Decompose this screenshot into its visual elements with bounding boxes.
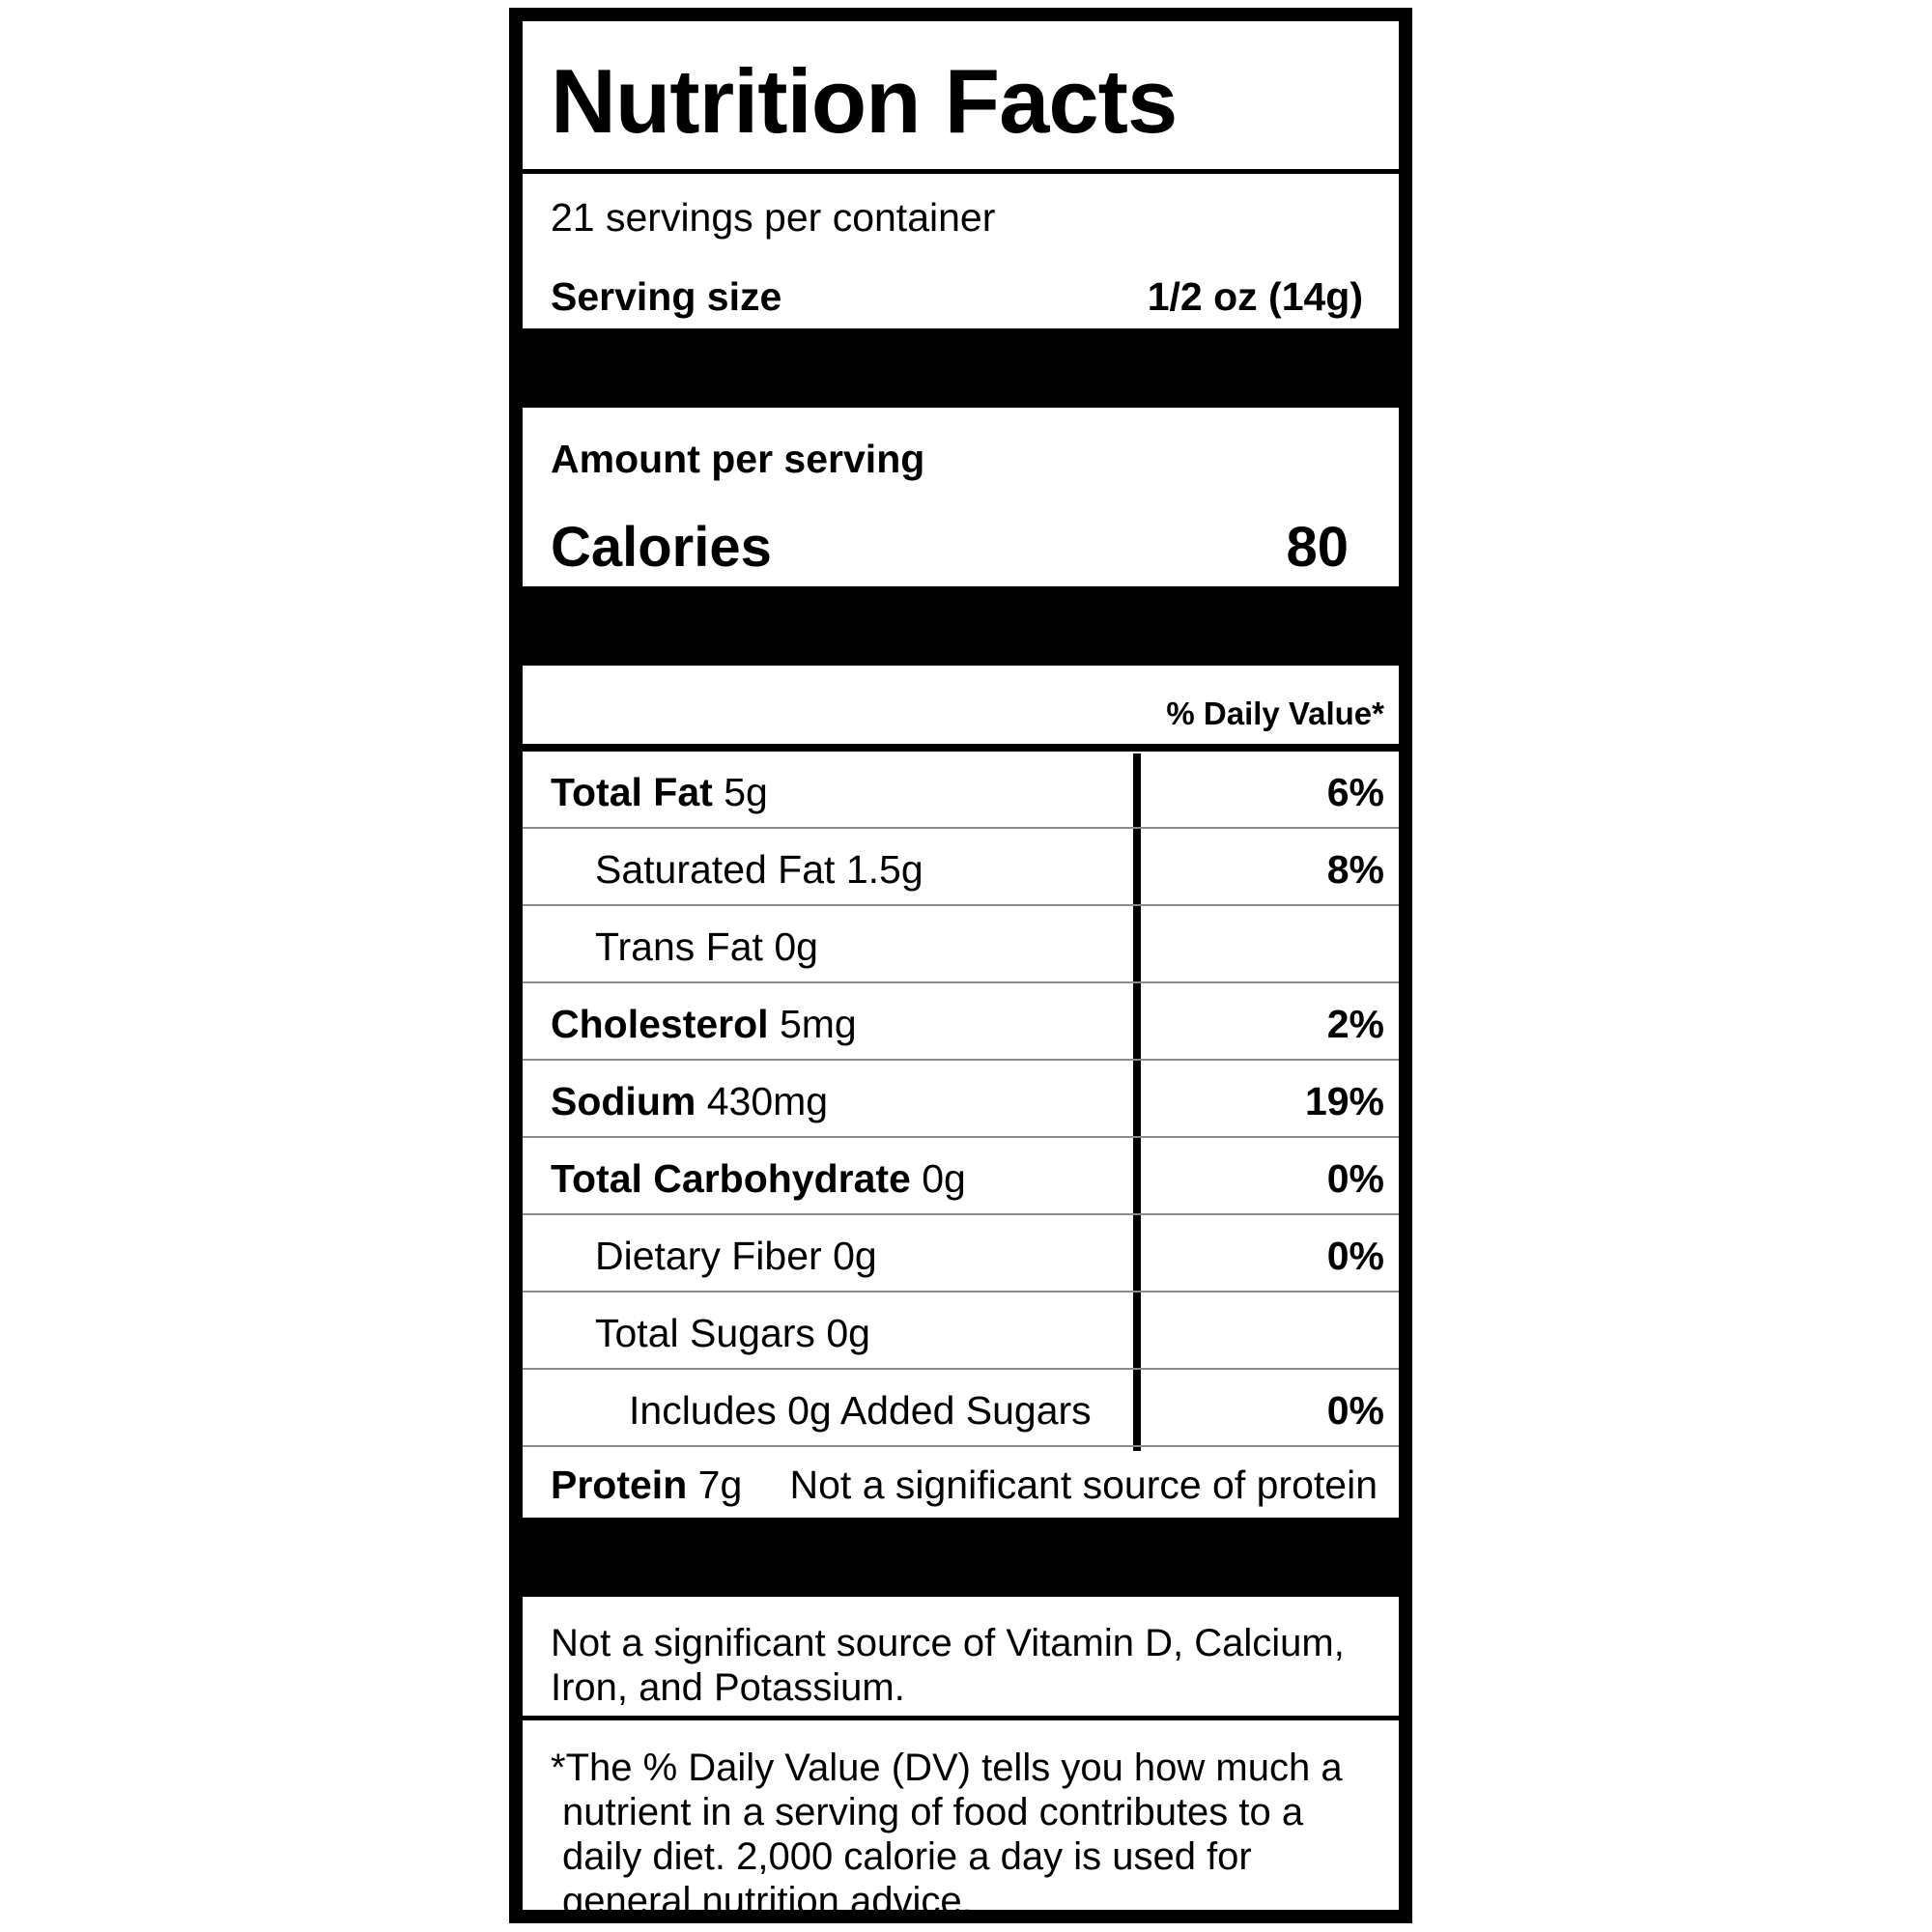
- divider: [523, 169, 1399, 174]
- nutrient-row-total-fat: [523, 752, 1399, 829]
- nutrient-name: Total Fat: [551, 770, 713, 814]
- footnote-line: daily diet. 2,000 calorie a day is used for: [562, 1835, 1252, 1878]
- nutrient-amount: 0g: [833, 1234, 877, 1278]
- nutrient-amount: 1.5g: [845, 847, 923, 892]
- nutrient-row-sodium: [523, 1061, 1399, 1138]
- nutrient-dv: 8%: [1326, 847, 1384, 892]
- thick-divider: [523, 586, 1399, 666]
- protein-note: Not a significant source of protein: [789, 1463, 1378, 1507]
- nutrient-amount: 430mg: [706, 1079, 829, 1123]
- nutrient-dv: 2%: [1326, 1002, 1384, 1046]
- nutrient-name: Sodium: [551, 1079, 696, 1123]
- divider: [523, 1716, 1399, 1720]
- nutrient-amount: 0g: [922, 1156, 966, 1201]
- nutrient-name: Cholesterol: [551, 1002, 769, 1046]
- thick-divider: [523, 1518, 1399, 1597]
- nutrient-dv: 0%: [1326, 1156, 1384, 1201]
- nutrient-row-saturated-fat: [523, 829, 1399, 906]
- nutrient-dv: 6%: [1326, 770, 1384, 814]
- nutrient-row-total-carbohydrate: [523, 1138, 1399, 1215]
- nutrient-name: Includes 0g Added Sugars: [629, 1388, 1092, 1433]
- protein-row: [551, 1465, 742, 1505]
- footnote-line: *The % Daily Value (DV) tells you how much a: [551, 1747, 1343, 1789]
- servings-per-container: 21 servings per container: [551, 195, 996, 240]
- footnote-line: nutrient in a serving of food contributes to a: [562, 1791, 1304, 1833]
- nutrient-dv: 0%: [1326, 1234, 1384, 1278]
- divider: [523, 744, 1399, 752]
- nutrient-dv: 0%: [1326, 1388, 1384, 1433]
- nutrient-dv: 19%: [1304, 1079, 1384, 1123]
- protein-amount: 7g: [697, 1463, 743, 1507]
- calories-value: 80: [1286, 516, 1349, 579]
- footnote-line: general nutrition advice.: [562, 1880, 973, 1922]
- nutrient-amount: 0g: [826, 1311, 870, 1355]
- serving-size-label: Serving size: [551, 274, 782, 319]
- daily-value-footnote: [551, 1746, 1401, 1923]
- nutrient-name: Total Carbohydrate: [551, 1156, 911, 1201]
- nutrient-row-trans-fat: [523, 906, 1399, 983]
- calories-label: Calories: [551, 516, 772, 579]
- label-title: Nutrition Facts: [551, 50, 1178, 152]
- nutrient-name: Saturated Fat: [595, 847, 836, 892]
- amount-per-serving: Amount per serving: [551, 437, 925, 481]
- nutrient-name: Total Sugars: [595, 1311, 815, 1355]
- daily-value-header: % Daily Value*: [1166, 696, 1384, 731]
- serving-size-value: 1/2 oz (14g): [1147, 274, 1363, 319]
- vitamins-note: Not a significant source of Vitamin D, Calcium, Iron, and Potassium.: [551, 1622, 1345, 1709]
- protein-label: Protein: [551, 1463, 688, 1507]
- nutrient-row-dietary-fiber: [523, 1215, 1399, 1293]
- nutrient-row-added-sugars: [523, 1370, 1399, 1447]
- nutrient-name: Dietary Fiber: [595, 1234, 822, 1278]
- nutrient-amount: 5g: [724, 770, 768, 814]
- thick-divider: [523, 328, 1399, 408]
- nutrient-row-cholesterol: [523, 983, 1399, 1061]
- nutrient-row-total-sugars: [523, 1293, 1399, 1370]
- nutrient-amount: 0g: [774, 924, 818, 969]
- nutrition-facts-label: [509, 8, 1412, 1923]
- nutrient-name: Trans Fat: [595, 924, 763, 969]
- nutrient-amount: 5mg: [779, 1002, 857, 1046]
